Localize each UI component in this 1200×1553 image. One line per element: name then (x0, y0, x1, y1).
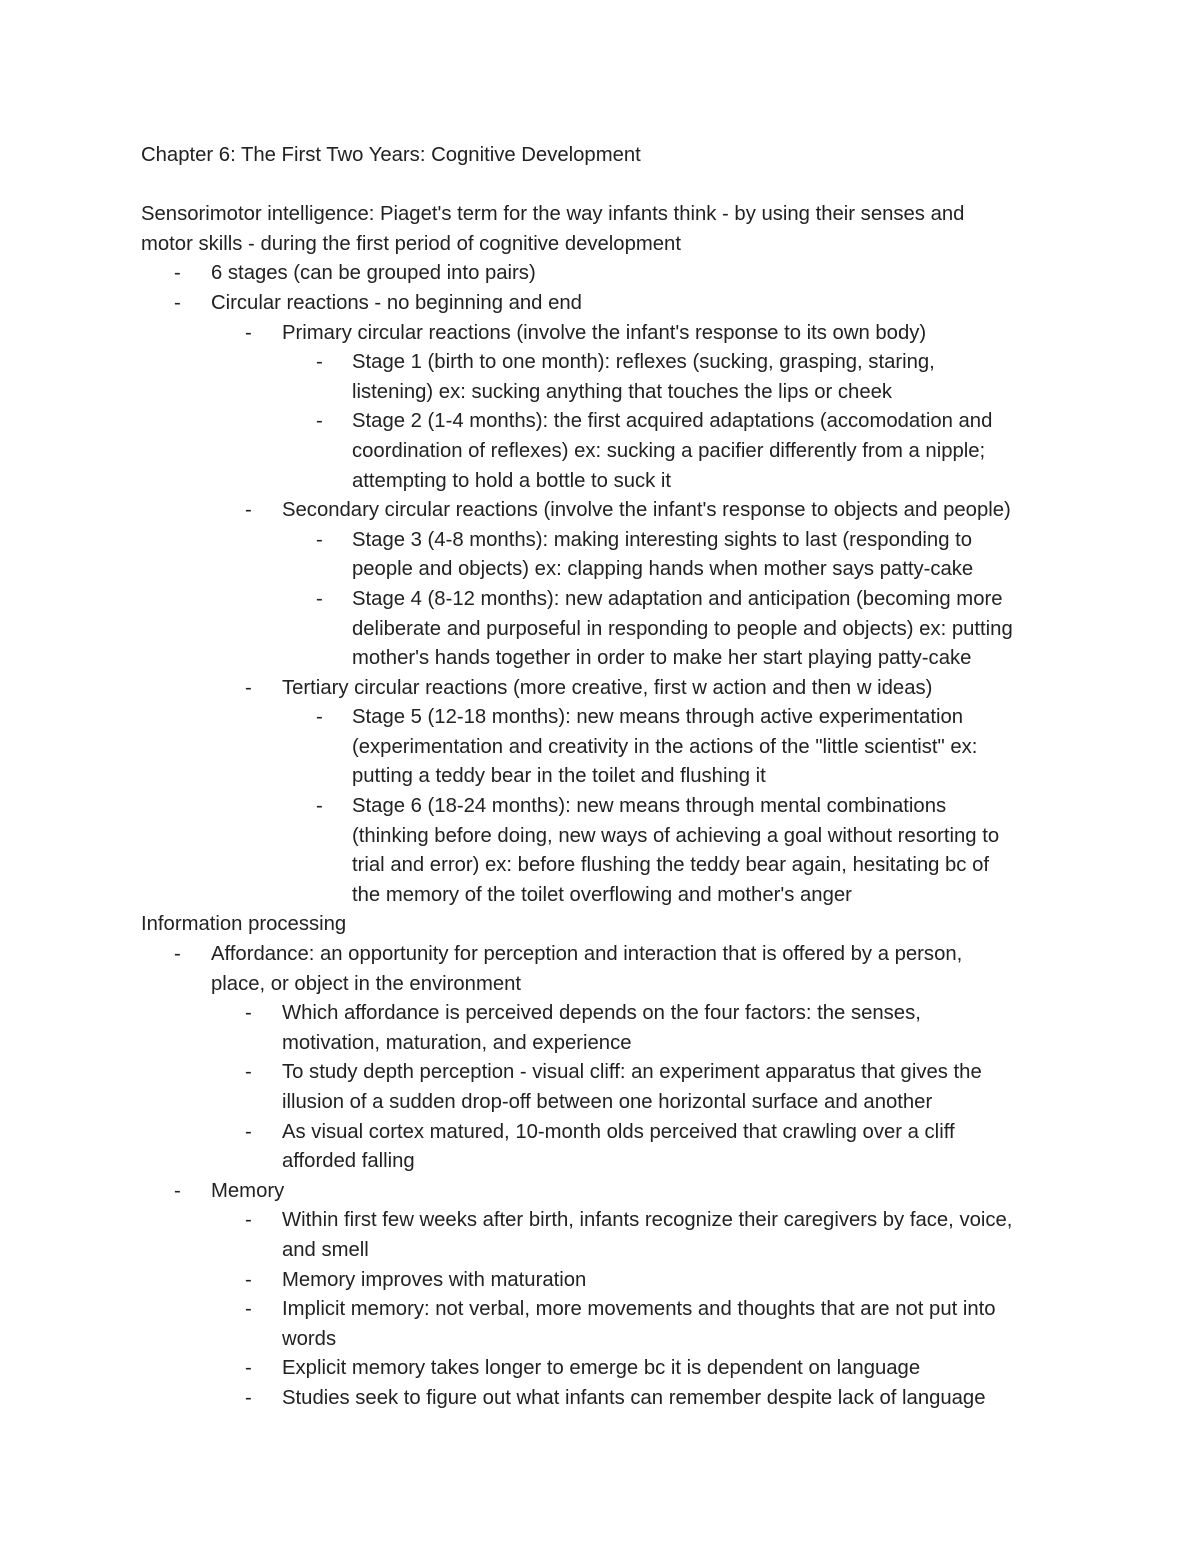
list-item-stages (141, 259, 1071, 289)
text-line: Affordance: an opportunity for perception and interaction that is offered by a person, (211, 943, 963, 966)
list-item-affordance (141, 940, 1071, 999)
text-line: deliberate and purposeful in responding to people and objects) ex: putting (352, 617, 1013, 640)
bullet-dash: - (174, 943, 181, 966)
list-item-text (282, 999, 1071, 1058)
list-item-text (352, 585, 1071, 674)
list-item-visual-cortex (141, 1118, 1071, 1177)
bullet-dash: - (245, 1002, 252, 1025)
list-item-implicit-memory (141, 1295, 1071, 1354)
list-item-text (352, 703, 1071, 792)
bullet-dash: - (174, 291, 181, 314)
text-line: putting a teddy bear in the toilet and flushing it (352, 765, 766, 788)
bullet-dash: - (245, 1357, 252, 1380)
text-line: attempting to hold a bottle to suck it (352, 469, 672, 492)
list-item-tertiary-circular (141, 674, 1071, 704)
bullet-dash: - (316, 528, 323, 551)
list-item-within-weeks (141, 1206, 1071, 1265)
list-item-text: Secondary circular reactions (involve the infant's response to objects and people) (282, 499, 1011, 522)
text-line: coordination of reflexes) ex: sucking a pacifier differently from a nipple; (352, 439, 986, 462)
bullet-dash: - (174, 262, 181, 285)
list-item-text: Explicit memory takes longer to emerge bc it is dependent on language (282, 1357, 921, 1380)
list-item-stage-3 (141, 526, 1071, 585)
list-item-text (282, 1295, 1071, 1354)
document-body (141, 141, 1071, 1414)
text-line: Stage 5 (12-18 months): new means through active experimentation (352, 706, 964, 729)
list-item-secondary-circular (141, 496, 1071, 526)
list-item-circular-reactions (141, 289, 1071, 319)
sensorimotor-definition (141, 200, 1071, 259)
list-item-stage-2 (141, 407, 1071, 496)
list-item-text (352, 792, 1071, 910)
text-line: motor skills - during the first period of cognitive development (141, 232, 681, 255)
bullet-dash: - (316, 410, 323, 433)
text-line: (experimentation and creativity in the actions of the "little scientist" ex: (352, 735, 978, 758)
bullet-dash: - (245, 1209, 252, 1232)
text-line: (thinking before doing, new ways of achieving a goal without resorting to (352, 824, 1000, 847)
text-line: mother's hands together in order to make her start playing patty-cake (352, 647, 972, 670)
text-line: words (282, 1327, 337, 1350)
list-item-text (282, 1058, 1071, 1117)
text-line: To study depth perception - visual cliff: an experiment apparatus that gives the (282, 1061, 982, 1084)
text-line: listening) ex: sucking anything that touches the lips or cheek (352, 380, 893, 403)
list-item-text: Memory improves with maturation (282, 1268, 587, 1291)
text-line: the memory of the toilet overflowing and mother's anger (352, 883, 852, 906)
list-item-text: Primary circular reactions (involve the infant's response to its own body) (282, 321, 927, 344)
bullet-dash: - (316, 587, 323, 610)
list-item-text: Tertiary circular reactions (more creative, first w action and then w ideas) (282, 676, 933, 699)
bullet-dash: - (316, 795, 323, 818)
text-line: Stage 2 (1-4 months): the first acquired adaptations (accomodation and (352, 410, 993, 433)
bullet-dash: - (316, 706, 323, 729)
text-line: place, or object in the environment (211, 972, 522, 995)
list-item-memory (141, 1177, 1071, 1207)
text-line: As visual cortex matured, 10-month olds perceived that crawling over a cliff (282, 1120, 955, 1143)
text-line: illusion of a sudden drop-off between one horizontal surface and another (282, 1091, 933, 1113)
list-item-stage-1 (141, 348, 1071, 407)
text-line: trial and error) ex: before flushing the teddy bear again, hesitating bc of (352, 854, 989, 877)
list-item-text (352, 407, 1071, 496)
list-item-text (211, 940, 1071, 999)
list-item-explicit-memory (141, 1354, 1071, 1384)
list-item-stage-5 (141, 703, 1071, 792)
list-item-text (352, 348, 1071, 407)
bullet-dash: - (245, 1298, 252, 1321)
list-item-text (282, 1206, 1071, 1265)
list-item-text (352, 526, 1071, 585)
list-item-which-affordance (141, 999, 1071, 1058)
bullet-dash: - (245, 1386, 252, 1409)
bullet-dash: - (174, 1179, 181, 1202)
list-item-stage-6 (141, 792, 1071, 910)
bullet-dash: - (245, 499, 252, 522)
text-line: Stage 4 (8-12 months): new adaptation and anticipation (becoming more (352, 587, 1003, 610)
text-line: motivation, maturation, and experience (282, 1031, 632, 1054)
list-item-primary-circular (141, 319, 1071, 349)
text-line: people and objects) ex: clapping hands when mother says patty-cake (352, 558, 974, 581)
text-line: afforded falling (282, 1150, 415, 1173)
bullet-dash: - (245, 321, 252, 344)
list-item-text: Circular reactions - no beginning and end (211, 291, 582, 314)
bullet-dash: - (245, 1061, 252, 1084)
text-line: Sensorimotor intelligence: Piaget's term for the way infants think - by using their senses and (141, 203, 965, 226)
list-item-text: 6 stages (can be grouped into pairs) (211, 262, 536, 285)
list-item-memory-improves (141, 1266, 1071, 1296)
list-item-text: Memory (211, 1179, 285, 1202)
list-item-text (282, 1118, 1071, 1177)
list-item-studies (141, 1384, 1071, 1414)
list-item-depth-perception (141, 1058, 1071, 1117)
bullet-dash: - (245, 676, 252, 699)
text-line: Within first few weeks after birth, infants recognize their caregivers by face, voice, (282, 1209, 1013, 1232)
text-line: Stage 3 (4-8 months): making interesting sights to last (responding to (352, 528, 973, 551)
text-line: Which affordance is perceived depends on the four factors: the senses, (282, 1002, 921, 1025)
information-processing-heading: Information processing (141, 913, 347, 936)
bullet-dash: - (245, 1268, 252, 1291)
text-line: Stage 1 (birth to one month): reflexes (sucking, grasping, staring, (352, 351, 935, 374)
bullet-dash: - (245, 1120, 252, 1143)
text-line: and smell (282, 1238, 369, 1261)
bullet-dash: - (316, 351, 323, 374)
list-item-text: Studies seek to figure out what infants can remember despite lack of language (282, 1386, 986, 1409)
list-item-stage-4 (141, 585, 1071, 674)
text-line: Stage 6 (18-24 months): new means through mental combinations (352, 795, 947, 818)
document-title: Chapter 6: The First Two Years: Cognitive Development (141, 144, 641, 166)
text-line: Implicit memory: not verbal, more movements and thoughts that are not put into (282, 1298, 996, 1321)
